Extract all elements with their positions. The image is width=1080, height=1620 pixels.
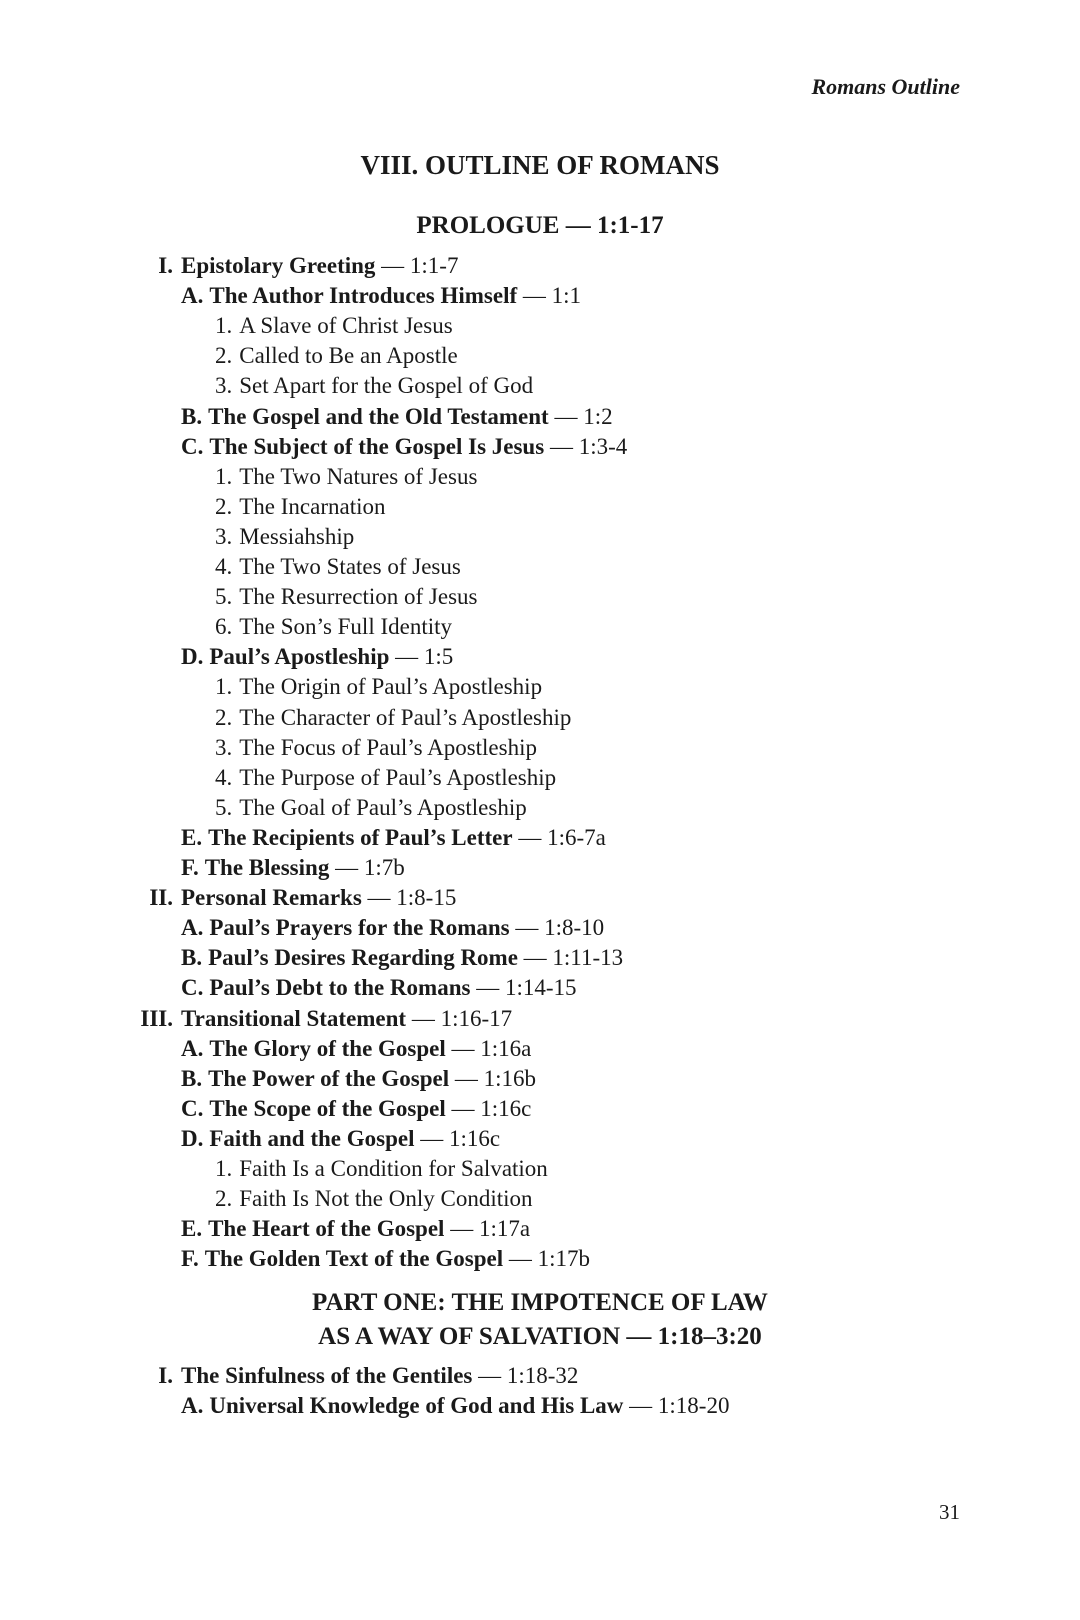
outline-marker: III. [140,1005,173,1031]
outline-title: Transitional Statement [181,1005,407,1031]
outline-title: Personal Remarks [181,885,362,911]
section-heading-line: AS A WAY OF SALVATION — 1:18–3:20 [318,1323,762,1350]
outline-item [215,1184,533,1214]
outline-marker: F. [181,855,199,880]
outline-marker: D. [181,1125,204,1151]
outline-reference: — 1:18-32 [472,1363,579,1388]
outline-marker: D. [181,644,204,670]
outline-reference: — 1:16c [445,1095,532,1121]
outline-item [215,793,527,823]
outline-marker: 5. [215,794,233,820]
outline-item [181,1391,729,1421]
outline-title: The Origin of Paul’s Apostleship [239,674,543,700]
outline-reference: — 1:16b [449,1065,537,1091]
outline-item [215,612,452,642]
outline-title: The Scope of the Gospel [209,1095,446,1121]
outline-item [215,522,354,552]
outline-reference: — 1:5 [389,644,454,670]
outline-marker: 3. [215,523,233,549]
outline-title: The Blessing [204,855,330,880]
outline-reference: — 1:8-15 [361,885,457,911]
outline-reference: — 1:2 [548,403,613,429]
outline-marker: F. [181,1246,199,1272]
outline-reference: — 1:16c [414,1125,501,1151]
outline-marker: A. [181,1393,204,1419]
outline-marker: 1. [215,463,233,489]
page-number: 31 [939,1500,960,1524]
outline-item [158,1361,579,1391]
outline-title: The Character of Paul’s Apostleship [239,704,572,730]
outline-marker: E. [181,1216,203,1242]
outline-item [181,281,581,311]
section-heading [0,1286,1080,1354]
section-heading-line: PROLOGUE — 1:1-17 [416,212,664,239]
outline-item [215,733,537,763]
outline-item [149,883,457,913]
outline-title: The Focus of Paul’s Apostleship [239,734,537,760]
outline-marker: 6. [215,614,233,640]
outline-marker: I. [158,253,173,278]
outline-marker: 3. [215,734,233,760]
outline-reference: — 1:18-20 [623,1393,730,1419]
outline-item [181,402,613,432]
outline-item [181,1214,530,1244]
outline-marker: C. [181,433,204,459]
outline-reference: — 1:1-7 [375,253,459,278]
running-head: Romans Outline [811,74,960,99]
outline-marker: 1. [215,1156,233,1181]
outline-item [181,1034,531,1064]
outline-title: The Gospel and the Old Testament [208,403,549,429]
outline-reference: — 1:16-17 [406,1005,513,1031]
outline-title: The Two States of Jesus [239,554,461,579]
outline-reference: — 1:14-15 [470,975,577,1001]
outline-item [215,552,461,582]
outline-marker: 4. [215,554,233,579]
outline-item [181,913,604,943]
outline-reference: — 1:6-7a [512,824,606,850]
outline-item [181,853,405,883]
outline-marker: 2. [215,343,233,369]
outline-marker: II. [149,885,173,911]
outline-item [181,432,627,462]
outline-title: The Subject of the Gospel Is Jesus [209,433,545,459]
outline-reference: — 1:16a [445,1035,532,1061]
outline-marker: B. [181,945,203,971]
outline-marker: 1. [215,674,233,700]
outline-marker: B. [181,1065,203,1091]
outline-marker: 4. [215,764,233,790]
outline-title: Paul’s Desires Regarding Rome [208,945,518,971]
outline-title: The Incarnation [239,493,386,519]
outline-title: A Slave of Christ Jesus [239,313,453,339]
outline-item [215,763,556,793]
outline-item [181,642,453,672]
outline-marker: 3. [215,373,233,399]
outline-title: The Resurrection of Jesus [239,584,478,610]
outline-item [181,973,577,1003]
outline-item [215,703,571,733]
outline-reference: — 1:17a [444,1216,531,1242]
outline-marker: I. [158,1363,173,1388]
outline-title: The Goal of Paul’s Apostleship [239,794,527,820]
outline-item [181,823,606,853]
outline-title: Faith Is Not the Only Condition [239,1186,533,1212]
outline-reference: — 1:1 [517,283,582,309]
outline-title: Paul’s Debt to the Romans [209,975,471,1001]
outline-marker: 2. [215,1186,233,1212]
outline-item [215,492,385,522]
outline-title: Universal Knowledge of God and His Law [209,1393,624,1419]
outline-marker: B. [181,403,203,429]
section-heading [0,209,1080,243]
outline-item [140,1004,513,1034]
outline-item [181,1064,536,1094]
outline-title: The Sinfulness of the Gentiles [181,1363,473,1388]
outline-reference: — 1:11-13 [517,945,624,971]
outline-title: The Two Natures of Jesus [239,463,478,489]
outline-reference: — 1:3-4 [544,433,628,459]
page-title: VIII. OUTLINE OF ROMANS [360,150,720,180]
outline-title: Called to Be an Apostle [239,343,458,369]
outline-title: The Glory of the Gospel [209,1035,446,1061]
outline-item [181,1094,531,1124]
outline-item [158,251,459,281]
outline-item [215,1154,548,1184]
outline-marker: E. [181,824,203,850]
outline-marker: A. [181,1035,204,1061]
outline-marker: C. [181,975,204,1001]
outline-title: The Author Introduces Himself [209,283,518,309]
outline-reference: — 1:17b [503,1246,590,1272]
outline-item [215,672,542,702]
outline-title: Paul’s Prayers for the Romans [209,915,510,941]
outline-item [181,1124,500,1154]
outline-title: The Golden Text of the Gospel [204,1246,504,1272]
outline-marker: A. [181,915,204,941]
outline-title: Paul’s Apostleship [209,644,390,670]
outline-marker: 2. [215,493,233,519]
outline-title: The Purpose of Paul’s Apostleship [239,764,557,790]
outline-title: Epistolary Greeting [181,253,376,278]
outline-item [215,371,533,401]
outline-title: The Heart of the Gospel [208,1216,445,1242]
outline-item [215,582,478,612]
outline-title: Faith and the Gospel [209,1125,415,1151]
outline-marker: 5. [215,584,233,610]
outline-item [181,943,623,973]
outline-title: Set Apart for the Gospel of God [239,373,534,399]
outline-reference: — 1:8-10 [509,915,605,941]
outline-marker: A. [181,283,204,309]
outline-title: Faith Is a Condition for Salvation [239,1156,548,1181]
outline-item [215,462,477,492]
outline-item [215,311,453,341]
outline-title: Messiahship [239,523,355,549]
outline-marker: 1. [215,313,233,339]
outline-title: The Son’s Full Identity [239,614,452,640]
section-heading-line: PART ONE: THE IMPOTENCE OF LAW [312,1289,768,1316]
outline-title: The Power of the Gospel [208,1065,450,1091]
outline-item [181,1244,590,1274]
outline-marker: C. [181,1095,204,1121]
outline-title: The Recipients of Paul’s Letter [208,824,513,850]
outline-reference: — 1:7b [329,855,405,880]
outline-item [215,341,458,371]
outline-marker: 2. [215,704,233,730]
